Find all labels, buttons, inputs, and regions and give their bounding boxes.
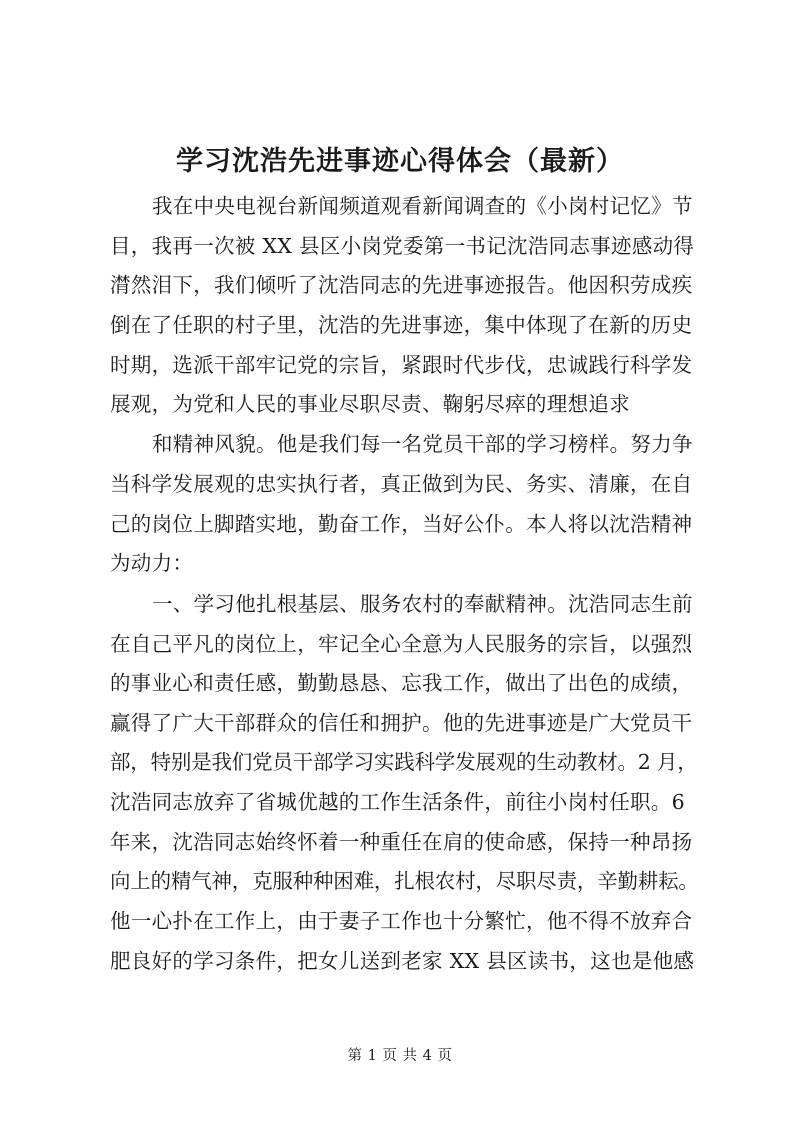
text-line: 倒在了任职的村子里，沈浩的先进事迹，集中体现了在新的历史 [110,313,693,337]
text-line: 在自己平凡的岗位上，牢记全心全意为人民服务的宗旨，以强烈 [110,632,693,656]
text-line: 年来，沈浩同志始终怀着一种重任在肩的使命感，保持一种昂扬 [110,830,693,854]
text-line: 时期，选派干部牢记党的宗旨，紧跟时代步伐，忠诚践行科学发 [110,353,693,377]
text-line: 当科学发展观的忠实执行者，真正做到为民、务实、清廉，在自 [110,472,693,496]
text-line: 目，我再一次被 XX 县区小岗党委第一书记沈浩同志事迹感动得 [110,234,695,258]
text-line: 的事业心和责任感，勤勤恳恳、忘我工作，做出了出色的成绩， [110,671,693,695]
text-line: 部，特别是我们党员干部学习实践科学发展观的生动教材。2 月， [110,750,698,774]
text-line: 肥良好的学习条件，把女儿送到老家 XX 县区读书，这也是他感 [110,949,695,973]
text-line: 我在中央电视台新闻频道观看新闻调查的《小岗村记忆》节 [152,194,693,218]
text-line: 己的岗位上脚踏实地，勤奋工作，当好公仆。本人将以沈浩精神 [110,512,693,536]
document-title: 学习沈浩先进事迹心得体会（最新） [176,146,624,177]
text-line: 展观，为党和人民的事业尽职尽责、鞠躬尽瘁的理想追求 [110,392,630,416]
text-line: 潸然泪下，我们倾听了沈浩同志的先进事迹报告。他因积劳成疾 [110,273,693,297]
text-line: 一、学习他扎根基层、服务农村的奉献精神。沈浩同志生前 [152,592,693,616]
text-line: 向上的精气神，克服种种困难，扎根农村，尽职尽责，辛勤耕耘。 [110,869,699,893]
text-line: 他一心扑在工作上，由于妻子工作也十分繁忙，他不得不放弃合 [110,909,693,933]
text-line: 沈浩同志放弃了省城优越的工作生活条件，前往小岗村任职。6 [110,790,685,814]
text-line: 和精神风貌。他是我们每一名党员干部的学习榜样。努力争 [152,432,693,456]
text-line: 为动力： [110,551,194,575]
text-line: 赢得了广大干部群众的信任和拥护。他的先进事迹是广大党员干 [110,711,693,735]
page-footer: 第 1 页 共 4 页 [347,1048,453,1064]
